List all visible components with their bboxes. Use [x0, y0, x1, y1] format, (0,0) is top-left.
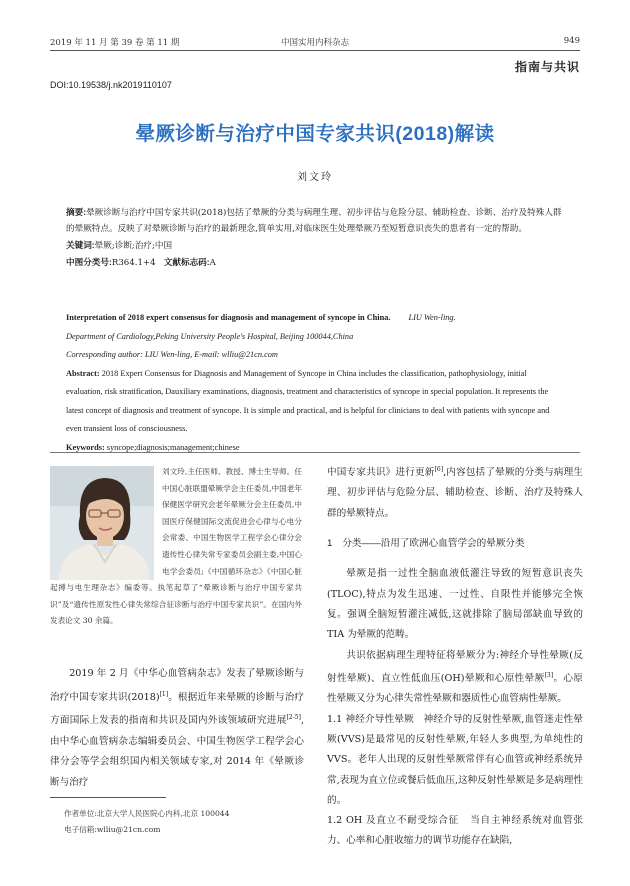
en-title-line: [66, 309, 564, 328]
right-p0-text: 中国专家共识》进行更新: [327, 467, 435, 479]
article-title: 晕厥诊断与治疗中国专家共识(2018)解读: [135, 123, 495, 145]
abstract-divider: [50, 452, 580, 453]
english-abstract: [66, 309, 564, 457]
en-corresponding: Corresponding author: LIU Wen-ling, E-mail: wlliu@21cn.com: [66, 350, 278, 359]
intro-text-2: 。根据近年来晕厥的诊断与治疗方面国际上发表的指南和共识及国内外该领域研究进展: [50, 691, 305, 727]
right-column: [327, 460, 583, 852]
en-keywords: [66, 439, 564, 458]
footnote-email[interactable]: 电子信箱:wlliu@21cn.com: [64, 825, 161, 834]
page-number: 949: [563, 36, 580, 46]
abstract-cn-label: 摘要:: [66, 207, 87, 217]
abstract-cn-para: [66, 204, 564, 237]
doi[interactable]: DOI:10.19538/j.nk2019110107: [50, 80, 172, 90]
abstract-cn-text: 晕厥诊断与治疗中国专家共识(2018)包括了晕厥的分类与病理生理、初步评估与危险分层、辅助检查、诊断、治疗及特殊人群的晕厥特点。反映了对晕厥诊断与治疗的最新理念,简单实用,对临床医生处理晕厥乃至短暂意识丧失的患者有一定的帮助。: [66, 208, 562, 234]
en-abstract-label: Abstract:: [66, 368, 100, 378]
en-title: Interpretation of 2018 expert consensus for diagnosis and management of syncope in China.: [66, 313, 391, 322]
right-p0-tail: ,内容包括了晕厥的分类与病理生理、初步评估与危险分层、辅助检查、诊断、治疗及特殊人群的晕厥特点。: [327, 467, 583, 519]
author-bio: [50, 464, 302, 630]
intro-text-1: 2019 年 2 月《中华心血管病杂志》发表了晕厥诊断与治疗中国专家共识(2018): [50, 668, 304, 703]
en-keywords-label: Keywords:: [66, 442, 105, 452]
section-number: 1: [327, 538, 333, 550]
bio-photo-spacer: [50, 464, 162, 580]
subsection-1-1-heading: 1.1 神经介导性晕厥: [327, 713, 414, 725]
doc-code-value: A: [209, 258, 216, 268]
article-author: 刘文玲: [297, 172, 333, 183]
right-p4-text: 当自主神经系统对血管张力、心率和心脏收缩力的调节功能存在缺陷,: [327, 815, 584, 847]
intro-text-3: ,由中华心血管病杂志编辑委员会、中国生物医学工程学会心律分会等学会组织国内相关领域专家,对 2014 年《晕厥诊断与治疗: [50, 715, 304, 788]
right-para-continued: [327, 460, 583, 524]
right-para-4: [327, 811, 583, 852]
en-keywords-value: syncope;diagnosis;management;chinese: [106, 442, 240, 452]
running-header: [50, 36, 580, 50]
en-title-author: LIU Wen-ling.: [408, 313, 456, 322]
footnote-rule: [50, 797, 166, 798]
right-p2-tail: 。心原性晕厥又分为心律失常性晕厥和器质性心血管病性晕厥。: [327, 673, 583, 705]
subsection-1-2-heading: 1.2 OH 及直立不耐受综合征: [327, 815, 459, 827]
cls-label: 中图分类号:: [66, 257, 112, 267]
ref-1[interactable]: [1]: [159, 690, 169, 698]
keywords-cn-value: 晕厥;诊断;治疗;中国: [94, 241, 173, 251]
classification-line: [66, 254, 564, 271]
chinese-abstract: [66, 204, 564, 271]
en-abstract-para: [66, 365, 564, 439]
section-heading-1: [327, 534, 583, 554]
ref-2-5[interactable]: [2-5]: [286, 714, 301, 722]
journal-issue: 2019 年 11 月 第 39 卷 第 11 期: [50, 38, 180, 48]
cls-value: R364.1+4: [111, 258, 156, 268]
keywords-cn-label: 关键词:: [66, 240, 95, 250]
journal-name: 中国实用内科杂志: [280, 38, 349, 48]
section-tag: 指南与共识: [514, 60, 580, 74]
header-rule: [50, 50, 580, 51]
intro-paragraph: [50, 664, 304, 793]
right-para-2: [327, 646, 583, 710]
keywords-cn: [66, 237, 564, 254]
right-para-1: 晕厥是指一过性全脑血液低灌注导致的短暂意识丧失(TLOC),特点为发生迅速、一过性、自限性并能够完全恢复。强调全脑短暂灌注减低,这就排除了脑局部缺血导致的TIA 为晕厥的范畴。: [327, 568, 583, 641]
en-abstract-text: 2018 Expert Consensus for Diagnosis and Management of Syncope in China includes the classification, pathophysiology, initial evaluation, risk stratification, Dauxiliary examinations, diagnosis, treatment and characteristics of syncope in special population. It represents the latest concept of diagnosis and treatment of syncope. It is simple and practical, and is helpful for clinicians to deal with patients with syncope and even transient loss of consciousness.: [66, 368, 550, 433]
ref-6[interactable]: [6]: [434, 466, 444, 473]
ref-3[interactable]: [3]: [544, 671, 554, 679]
section-heading-text: 分类——沿用了欧洲心血管学会的晕厥分类: [342, 538, 525, 550]
right-p3-text: 神经介导的反射性晕厥,血管迷走性晕厥(VVS)是最常见的反射性晕厥,年轻人多典型,为单纯性的 VVS。老年人出现的反射性晕厥常伴有心血管或神经系统异常,表现为直立位或餐后低血压,这种反射性晕厥是多是病理性的。: [327, 713, 583, 806]
doc-code-label: 文献标志码:: [163, 257, 210, 267]
footnote: [64, 806, 229, 838]
en-affiliation: Department of Cardiology,Peking University People's Hospital, Beijing 100044,China: [66, 331, 354, 341]
right-p2-text: 共识依据病理生理特征将晕厥分为:神经介导性晕厥(反射性晕厥)、直立性低血压(OH)晕厥和心原性晕厥: [327, 649, 583, 685]
bio-text: 刘文玲,主任医师、教授、博士生导师。任中国心脏联盟晕厥学会主任委员,中国老年保健医学研究会老年晕厥分会主任委员,中国医疗保健国际交流促进会心律与心电分会常委、中国生物医学工程学会心律分会遗传性心律失常专家委员会副主委,中国心电学会委员;《中国循环杂志》《中国心脏起搏与电生理杂志》编委等。执笔起草了“晕厥诊断与治疗中国专家共识”及“遗传性原发性心律失常综合征诊断与治疗中国专家共识”。在国内外发表论文 30 余篇。: [50, 467, 302, 626]
right-para-3: [327, 710, 583, 811]
footnote-unit: 作者单位:北京大学人民医院心内科,北京 100044: [64, 809, 230, 818]
